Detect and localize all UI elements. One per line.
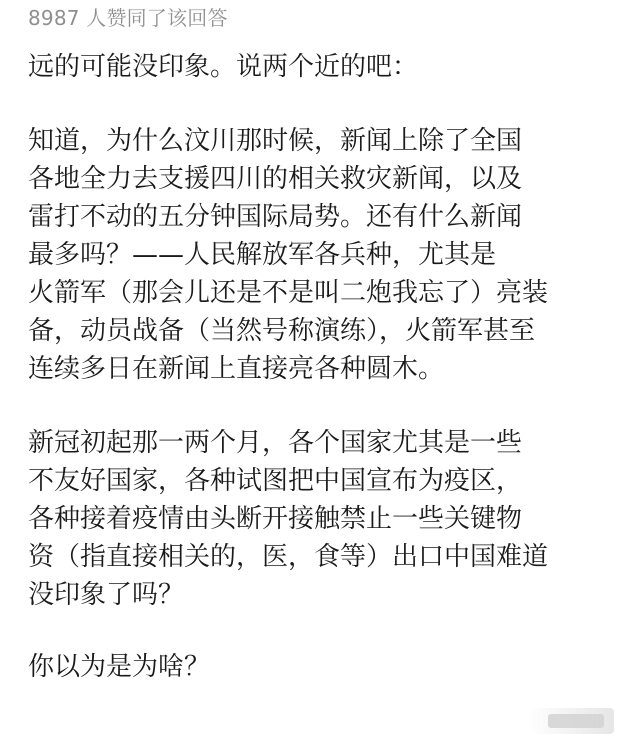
text-line: 备，动员战备（当然号称演练），火箭军甚至 [28, 316, 536, 346]
text-line: 没印象了吗？ [28, 580, 185, 610]
answer-paragraph [28, 48, 620, 86]
text-line: 资（指直接相关的，医，食等）出口中国难道 [28, 542, 549, 572]
answer-body [28, 48, 620, 686]
text-line: 知道，为什么汶川那时候，新闻上除了全国 [28, 126, 523, 156]
text-line: 新冠初起那一两个月，各个国家尤其是一些 [28, 428, 523, 458]
text-line: 不友好国家，各种试图把中国宣布为疫区， [28, 466, 523, 496]
paragraph-spacer [28, 86, 620, 122]
watermark-bar [548, 714, 604, 728]
answer-paragraph [28, 122, 620, 388]
text-line: 雷打不动的五分钟国际局势。还有什么新闻 [28, 202, 523, 232]
upvote-count[interactable]: 8987 人赞同了该回答 [28, 6, 228, 30]
text-line: 火箭军（那会儿还是不是叫二炮我忘了）亮装 [28, 278, 549, 308]
paragraph-spacer [28, 614, 620, 648]
watermark-logo [528, 708, 614, 734]
text-line: 最多吗？——人民解放军各兵种，尤其是 [28, 240, 497, 270]
paragraph-spacer [28, 388, 620, 424]
text-line: 各地全力去支援四川的相关救灾新闻，以及 [28, 164, 523, 194]
text-line: 你以为是为啥？ [28, 652, 211, 682]
text-line: 连续多日在新闻上直接亮各种圆木。 [28, 354, 445, 384]
text-line: 各种接着疫情由头断开接触禁止一些关键物 [28, 504, 523, 534]
answer-paragraph [28, 424, 620, 614]
answer-paragraph [28, 648, 620, 686]
text-line: 远的可能没印象。说两个近的吧： [28, 52, 419, 82]
